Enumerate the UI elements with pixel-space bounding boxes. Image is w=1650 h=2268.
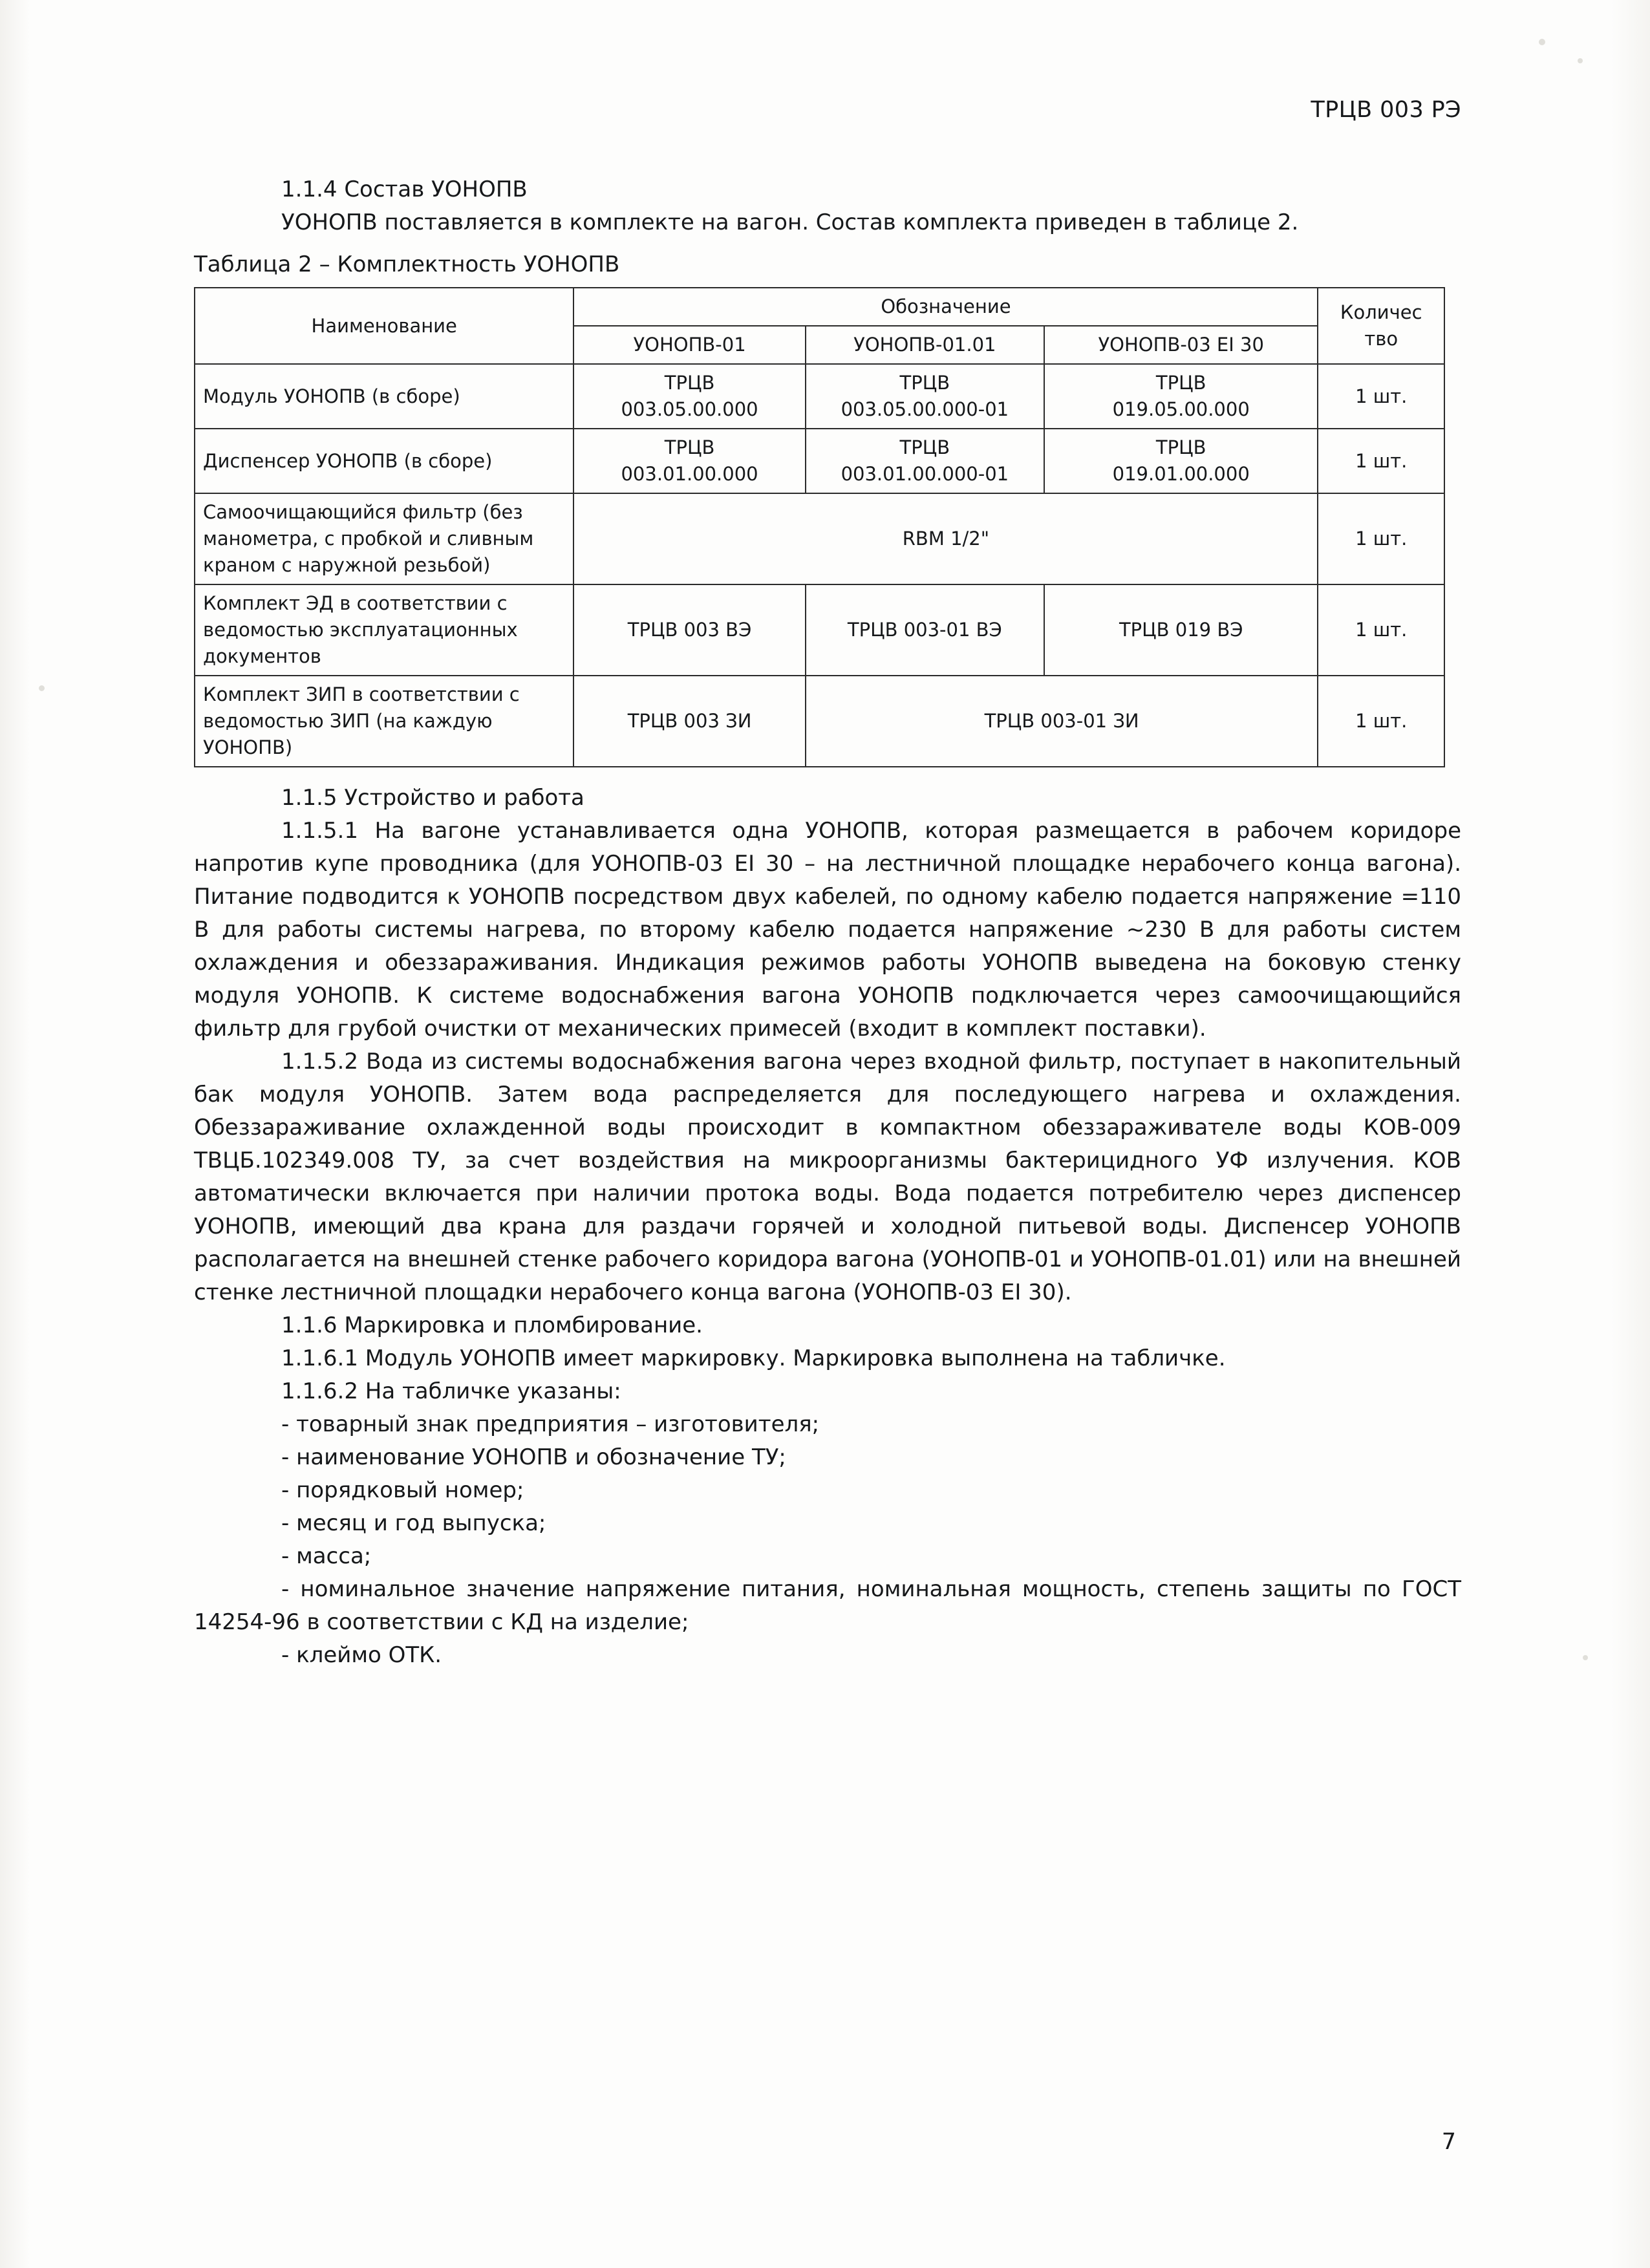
list-item: - номинальное значение напряжение питания, номинальная мощность, степень защиты по ГОСТ 14254-96 в соответствии с КД на изделие;: [194, 1576, 1461, 1635]
row-quantity: 1 шт.: [1318, 429, 1444, 493]
row-value-1: [573, 364, 805, 429]
list-item: - товарный знак предприятия – изготовителя;: [281, 1411, 820, 1437]
row-name: Диспенсер УОНОПВ (в сборе): [195, 429, 573, 493]
table-row: [195, 676, 1444, 767]
table-header-name: Наименование: [195, 288, 573, 364]
section-1-1-4-body: УОНОПВ поставляется в комплекте на вагон. Состав комплекта приведен в таблице 2.: [281, 209, 1299, 235]
components-table: [194, 287, 1445, 767]
row-value-span: RBM 1/2": [573, 493, 1318, 584]
row-quantity: 1 шт.: [1318, 584, 1444, 676]
row-quantity: 1 шт.: [1318, 493, 1444, 584]
section-1-1-5-title: 1.1.5 Устройство и работа: [281, 785, 584, 811]
code-line-1: ТРЦВ: [1155, 372, 1206, 394]
table-row: [195, 429, 1444, 493]
row-value-1: [573, 429, 805, 493]
list-item: - наименование УОНОПВ и обозначение ТУ;: [281, 1444, 786, 1470]
scan-edge-right: [1611, 0, 1650, 2268]
document-header: ТРЦВ 003 РЭ: [1311, 97, 1461, 123]
code-line-2: 003.01.00.000: [621, 463, 758, 485]
paragraph-1-1-5-2: 1.1.5.2 Вода из системы водоснабжения вагона через входной фильтр, поступает в накопительный бак модуля УОНОПВ. Затем вода распределяется для последующего нагрева и охлаждения. Обеззараживание охлажденной воды происходит в компактном обеззараживателе воды КОВ-009 ТВЦБ.102349.008 ТУ, за счет воздействия на микроорганизмы бактерицидного УФ излучения. КОВ автоматически включается при наличии протока воды. Вода подается потребителю через диспенсер УОНОПВ, имеющий два крана для раздачи горячей и холодной питьевой воды. Диспенсер УОНОПВ располагается на внешней стенке рабочего коридора вагона (УОНОПВ-01 и УОНОПВ-01.01) или на внешней стенке лестничной площадки нерабочего конца вагона (УОНОПВ-03 EI 30).: [194, 1049, 1461, 1305]
table-header-designation: Обозначение: [573, 288, 1318, 326]
code-line-2: 003.05.00.000: [621, 398, 758, 420]
scan-speck: [39, 685, 45, 691]
paragraph-1-1-5-1: 1.1.5.1 На вагоне устанавливается одна УОНОПВ, которая размещается в рабочем коридоре напротив купе проводника (для УОНОПВ-03 EI 30 – на лестничной площадке нерабочего конца вагона). Питание подводится к УОНОПВ посредством двух кабелей, по одному кабелю подается напряжение =110 В для работы системы нагрева, по второму кабелю подается напряжение ~230 В для работы систем охлаждения и обеззараживания. Индикация режимов работы УОНОПВ выведена на боковую стенку модуля УОНОПВ. К системе водоснабжения вагона УОНОПВ подключается через самоочищающийся фильтр для грубой очистки от механических примесей (входит в комплект поставки).: [194, 818, 1461, 1042]
table-header-quantity: [1318, 288, 1444, 364]
scan-edge-left: [0, 0, 30, 2268]
code-line-2: 019.05.00.000: [1112, 398, 1250, 420]
row-name: Комплект ЭД в соответствии с ведомостью эксплуатационных документов: [195, 584, 573, 676]
code-line-2: 019.01.00.000: [1112, 463, 1250, 485]
table-row: [195, 364, 1444, 429]
paragraph-1-1-6-1: 1.1.6.1 Модуль УОНОПВ имеет маркировку. Маркировка выполнена на табличке.: [281, 1345, 1226, 1371]
list-item: - месяц и год выпуска;: [281, 1510, 546, 1536]
table-subheader-variant-1: УОНОПВ-01: [573, 326, 805, 364]
page-number: 7: [1441, 2129, 1456, 2155]
code-line-1: ТРЦВ: [899, 436, 950, 458]
scan-speck: [1583, 1655, 1588, 1660]
section-1-1-6-title: 1.1.6 Маркировка и пломбирование.: [281, 1312, 703, 1338]
row-quantity: 1 шт.: [1318, 676, 1444, 767]
page-content: [194, 97, 1461, 1672]
code-line-1: ТРЦВ: [664, 436, 715, 458]
table-header-row: [195, 288, 1444, 326]
code-line-2: 003.05.00.000-01: [841, 398, 1009, 420]
row-value-2: [806, 429, 1044, 493]
row-name: Модуль УОНОПВ (в сборе): [195, 364, 573, 429]
table-header-quantity-line1: Количес: [1340, 301, 1422, 323]
row-value-3: [1044, 429, 1318, 493]
list-item: - масса;: [281, 1543, 372, 1569]
table-caption: Таблица 2 – Комплектность УОНОПВ: [194, 251, 620, 277]
row-value-span: ТРЦВ 003-01 ЗИ: [806, 676, 1318, 767]
table-subheader-variant-2: УОНОПВ-01.01: [806, 326, 1044, 364]
code-line-2: 003.01.00.000-01: [841, 463, 1009, 485]
list-item: - клеймо ОТК.: [281, 1642, 442, 1668]
code-line-1: ТРЦВ: [664, 372, 715, 394]
code-line-1: ТРЦВ: [1155, 436, 1206, 458]
table-row: [195, 584, 1444, 676]
section-1-1-4-title: 1.1.4 Состав УОНОПВ: [281, 177, 528, 202]
scan-speck: [1578, 58, 1583, 63]
table-subheader-variant-3: УОНОПВ-03 EI 30: [1044, 326, 1318, 364]
row-name: Самоочищающийся фильтр (без манометра, с пробкой и сливным краном с наружной резьбой): [195, 493, 573, 584]
marking-bullet-list: [194, 1408, 1461, 1672]
scan-speck: [1539, 39, 1545, 45]
row-value-1: ТРЦВ 003 ВЭ: [573, 584, 805, 676]
row-value-2: [806, 364, 1044, 429]
row-value-1: ТРЦВ 003 ЗИ: [573, 676, 805, 767]
row-quantity: 1 шт.: [1318, 364, 1444, 429]
row-name: Комплект ЗИП в соответствии с ведомостью ЗИП (на каждую УОНОПВ): [195, 676, 573, 767]
list-item: - порядковый номер;: [281, 1477, 524, 1503]
row-value-3: ТРЦВ 019 ВЭ: [1044, 584, 1318, 676]
row-value-3: [1044, 364, 1318, 429]
table-row: [195, 493, 1444, 584]
row-value-2: ТРЦВ 003-01 ВЭ: [806, 584, 1044, 676]
code-line-1: ТРЦВ: [899, 372, 950, 394]
table-header-quantity-line2: тво: [1364, 328, 1398, 350]
paragraph-1-1-6-2: 1.1.6.2 На табличке указаны:: [281, 1378, 621, 1404]
